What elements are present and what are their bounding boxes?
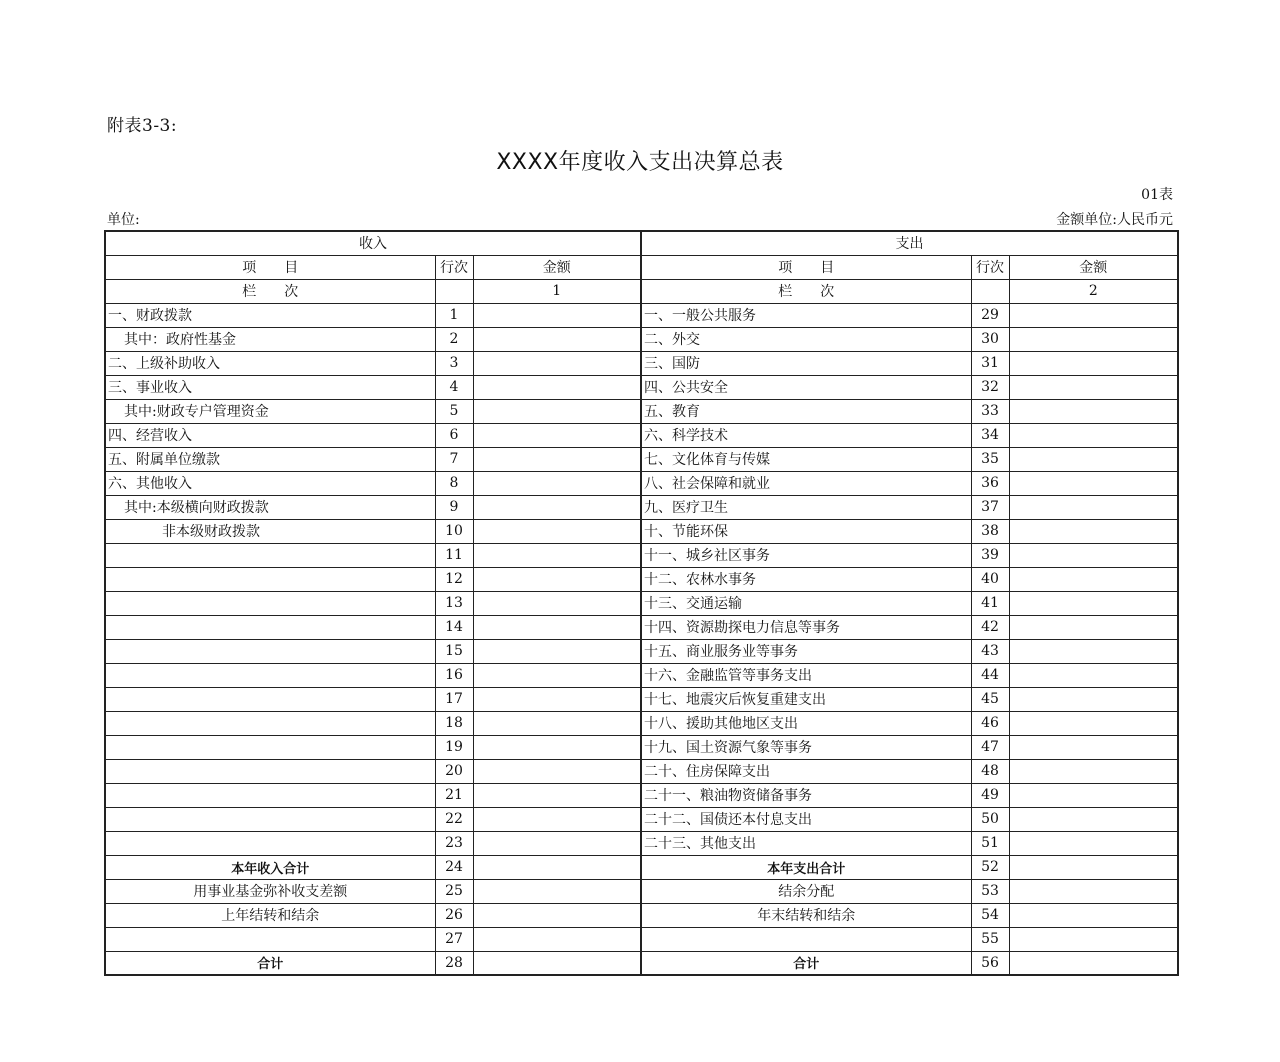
expense-item: 十二、农林水事务 [641, 567, 971, 591]
table-row [105, 711, 1178, 735]
expense-amount-cell[interactable] [1009, 903, 1178, 927]
income-item: 六、其他收入 [105, 471, 435, 495]
table-row [105, 735, 1178, 759]
expense-summary-item [641, 927, 971, 951]
income-item [105, 615, 435, 639]
expense-line-number: 54 [971, 903, 1009, 927]
income-amount-cell[interactable] [473, 495, 641, 519]
expense-line-number: 46 [971, 711, 1009, 735]
expense-amount-cell[interactable] [1009, 807, 1178, 831]
expense-col-item: 项 目 [641, 255, 971, 279]
income-item: 其中：政府性基金 [105, 327, 435, 351]
income-amount-cell[interactable] [473, 879, 641, 903]
income-line-number: 16 [435, 663, 473, 687]
expense-line-number: 44 [971, 663, 1009, 687]
table-row [105, 807, 1178, 831]
income-amount-cell[interactable] [473, 423, 641, 447]
summary-row [105, 879, 1178, 903]
column-index-row [105, 279, 1178, 303]
expense-item: 十三、交通运输 [641, 591, 971, 615]
expense-item: 十一、城乡社区事务 [641, 543, 971, 567]
expense-col-line: 行次 [971, 255, 1009, 279]
expense-item: 二、外交 [641, 327, 971, 351]
expense-item: 二十三、其他支出 [641, 831, 971, 855]
income-col-item: 项 目 [105, 255, 435, 279]
expense-line-number: 49 [971, 783, 1009, 807]
expense-line-number: 31 [971, 351, 1009, 375]
expense-col-index: 2 [1009, 279, 1178, 303]
section-header-row [105, 231, 1178, 255]
expense-header: 支出 [641, 231, 1178, 255]
income-amount-cell[interactable] [473, 783, 641, 807]
income-amount-cell[interactable] [473, 687, 641, 711]
income-amount-cell[interactable] [473, 591, 641, 615]
income-item [105, 639, 435, 663]
expense-item: 十、节能环保 [641, 519, 971, 543]
table-row [105, 759, 1178, 783]
table-row [105, 303, 1178, 327]
expense-item: 九、医疗卫生 [641, 495, 971, 519]
income-amount-cell[interactable] [473, 615, 641, 639]
income-item: 其中:本级横向财政拨款 [105, 495, 435, 519]
table-row [105, 687, 1178, 711]
income-item: 五、附属单位缴款 [105, 447, 435, 471]
income-item: 其中:财政专户管理资金 [105, 399, 435, 423]
expense-amount-cell[interactable] [1009, 783, 1178, 807]
expense-item: 三、国防 [641, 351, 971, 375]
expense-item: 二十二、国债还本付息支出 [641, 807, 971, 831]
expense-amount-cell[interactable] [1009, 519, 1178, 543]
expense-item: 七、文化体育与传媒 [641, 447, 971, 471]
expense-item: 八、社会保障和就业 [641, 471, 971, 495]
expense-line-number: 40 [971, 567, 1009, 591]
expense-summary-item: 结余分配 [641, 879, 971, 903]
income-line-number: 1 [435, 303, 473, 327]
expense-line-number: 48 [971, 759, 1009, 783]
income-amount-cell[interactable] [473, 663, 641, 687]
expense-amount-cell[interactable] [1009, 327, 1178, 351]
expense-line-number: 55 [971, 927, 1009, 951]
income-line-number: 18 [435, 711, 473, 735]
expense-amount-cell[interactable] [1009, 687, 1178, 711]
expense-amount-cell[interactable] [1009, 423, 1178, 447]
expense-item: 十八、援助其他地区支出 [641, 711, 971, 735]
expense-line-number: 29 [971, 303, 1009, 327]
income-item: 二、上级补助收入 [105, 351, 435, 375]
income-summary-item: 本年收入合计 [105, 855, 435, 879]
income-line-number: 27 [435, 927, 473, 951]
expense-item: 十九、国土资源气象等事务 [641, 735, 971, 759]
expense-item: 六、科学技术 [641, 423, 971, 447]
income-line-number: 20 [435, 759, 473, 783]
expense-line-number: 36 [971, 471, 1009, 495]
expense-item: 十五、商业服务业等事务 [641, 639, 971, 663]
expense-line-number: 53 [971, 879, 1009, 903]
expense-line-number: 38 [971, 519, 1009, 543]
income-amount-cell[interactable] [473, 711, 641, 735]
table-row [105, 495, 1178, 519]
income-amount-cell[interactable] [473, 303, 641, 327]
income-amount-cell[interactable] [473, 855, 641, 879]
income-amount-cell[interactable] [473, 471, 641, 495]
expense-amount-cell[interactable] [1009, 663, 1178, 687]
expense-amount-cell[interactable] [1009, 351, 1178, 375]
income-line-number: 24 [435, 855, 473, 879]
income-amount-cell[interactable] [473, 903, 641, 927]
income-col-line: 行次 [435, 255, 473, 279]
income-amount-cell[interactable] [473, 567, 641, 591]
income-line-number: 26 [435, 903, 473, 927]
expense-line-number: 39 [971, 543, 1009, 567]
income-col-index-line [435, 279, 473, 303]
income-line-number: 25 [435, 879, 473, 903]
income-amount-cell[interactable] [473, 735, 641, 759]
income-line-number: 6 [435, 423, 473, 447]
income-summary-item: 合计 [105, 951, 435, 975]
summary-row [105, 951, 1178, 975]
income-line-number: 3 [435, 351, 473, 375]
expense-amount-cell[interactable] [1009, 543, 1178, 567]
income-item [105, 807, 435, 831]
income-line-number: 14 [435, 615, 473, 639]
income-col-amount: 金额 [473, 255, 641, 279]
table-row [105, 327, 1178, 351]
expense-item: 四、公共安全 [641, 375, 971, 399]
income-line-number: 17 [435, 687, 473, 711]
income-amount-cell[interactable] [473, 399, 641, 423]
expense-item: 二十、住房保障支出 [641, 759, 971, 783]
income-item [105, 567, 435, 591]
income-item: 一、财政拨款 [105, 303, 435, 327]
income-item [105, 831, 435, 855]
expense-line-number: 43 [971, 639, 1009, 663]
expense-amount-cell[interactable] [1009, 399, 1178, 423]
expense-line-number: 32 [971, 375, 1009, 399]
income-amount-cell[interactable] [473, 447, 641, 471]
income-line-number: 4 [435, 375, 473, 399]
income-amount-cell[interactable] [473, 519, 641, 543]
income-item [105, 591, 435, 615]
income-amount-cell[interactable] [473, 831, 641, 855]
income-item [105, 687, 435, 711]
expense-amount-cell[interactable] [1009, 855, 1178, 879]
income-item [105, 543, 435, 567]
expense-amount-cell[interactable] [1009, 495, 1178, 519]
table-row [105, 639, 1178, 663]
expense-item: 一、一般公共服务 [641, 303, 971, 327]
table-row [105, 615, 1178, 639]
income-summary-item: 上年结转和结余 [105, 903, 435, 927]
expense-line-number: 51 [971, 831, 1009, 855]
expense-amount-cell[interactable] [1009, 303, 1178, 327]
income-line-number: 12 [435, 567, 473, 591]
expense-amount-cell[interactable] [1009, 927, 1178, 951]
income-line-number: 15 [435, 639, 473, 663]
income-line-number: 22 [435, 807, 473, 831]
income-amount-cell[interactable] [473, 543, 641, 567]
expense-amount-cell[interactable] [1009, 759, 1178, 783]
expense-item: 十七、地震灾后恢复重建支出 [641, 687, 971, 711]
income-col-index: 1 [473, 279, 641, 303]
table-row [105, 519, 1178, 543]
income-item [105, 759, 435, 783]
income-item: 三、事业收入 [105, 375, 435, 399]
income-summary-item [105, 927, 435, 951]
expense-line-number: 50 [971, 807, 1009, 831]
income-item: 四、经营收入 [105, 423, 435, 447]
expense-line-number: 37 [971, 495, 1009, 519]
income-amount-cell[interactable] [473, 351, 641, 375]
attachment-label: 附表3-3: [107, 116, 178, 136]
unit-label: 单位: [107, 212, 140, 228]
expense-summary-item: 年末结转和结余 [641, 903, 971, 927]
table-row [105, 783, 1178, 807]
expense-line-number: 52 [971, 855, 1009, 879]
expense-amount-cell[interactable] [1009, 735, 1178, 759]
expense-line-number: 56 [971, 951, 1009, 975]
table-row [105, 591, 1178, 615]
expense-item: 十六、金融监管等事务支出 [641, 663, 971, 687]
income-amount-cell[interactable] [473, 807, 641, 831]
income-amount-cell[interactable] [473, 927, 641, 951]
income-line-number: 9 [435, 495, 473, 519]
expense-line-number: 34 [971, 423, 1009, 447]
income-line-number: 13 [435, 591, 473, 615]
expense-amount-cell[interactable] [1009, 471, 1178, 495]
expense-amount-cell[interactable] [1009, 951, 1178, 975]
expense-amount-cell[interactable] [1009, 711, 1178, 735]
expense-amount-cell[interactable] [1009, 615, 1178, 639]
expense-summary-item: 本年支出合计 [641, 855, 971, 879]
income-line-number: 11 [435, 543, 473, 567]
table-row [105, 423, 1178, 447]
income-amount-cell[interactable] [473, 375, 641, 399]
table-row [105, 351, 1178, 375]
income-header: 收入 [105, 231, 641, 255]
income-item: 非本级财政拨款 [105, 519, 435, 543]
income-amount-cell[interactable] [473, 639, 641, 663]
table-row [105, 663, 1178, 687]
expense-line-number: 45 [971, 687, 1009, 711]
income-line-number: 19 [435, 735, 473, 759]
income-line-number: 2 [435, 327, 473, 351]
income-line-number: 8 [435, 471, 473, 495]
expense-item: 五、教育 [641, 399, 971, 423]
table-row [105, 543, 1178, 567]
expense-amount-cell[interactable] [1009, 591, 1178, 615]
income-line-number: 21 [435, 783, 473, 807]
expense-amount-cell[interactable] [1009, 447, 1178, 471]
table-row [105, 375, 1178, 399]
expense-item: 十四、资源勘探电力信息等事务 [641, 615, 971, 639]
summary-row [105, 903, 1178, 927]
currency-unit: 金额单位:人民币元 [1056, 212, 1173, 228]
summary-row [105, 855, 1178, 879]
income-item [105, 711, 435, 735]
income-summary-item: 用事业基金弥补收支差额 [105, 879, 435, 903]
income-expense-table [104, 230, 1179, 976]
expense-amount-cell[interactable] [1009, 831, 1178, 855]
expense-line-number: 33 [971, 399, 1009, 423]
income-amount-cell[interactable] [473, 327, 641, 351]
income-amount-cell[interactable] [473, 759, 641, 783]
summary-row [105, 927, 1178, 951]
expense-line-number: 41 [971, 591, 1009, 615]
table-row [105, 471, 1178, 495]
expense-amount-cell[interactable] [1009, 639, 1178, 663]
income-item [105, 735, 435, 759]
table-row [105, 399, 1178, 423]
expense-amount-cell[interactable] [1009, 879, 1178, 903]
income-amount-cell[interactable] [473, 951, 641, 975]
table-row [105, 831, 1178, 855]
expense-line-number: 42 [971, 615, 1009, 639]
expense-item: 二十一、粮油物资储备事务 [641, 783, 971, 807]
expense-col-amount: 金额 [1009, 255, 1178, 279]
form-number: 01表 [1141, 187, 1173, 203]
income-item [105, 783, 435, 807]
income-line-number: 23 [435, 831, 473, 855]
income-item [105, 663, 435, 687]
expense-line-number: 47 [971, 735, 1009, 759]
income-col-index-label: 栏 次 [105, 279, 435, 303]
expense-summary-item: 合计 [641, 951, 971, 975]
income-line-number: 5 [435, 399, 473, 423]
page-title: XXXX年度收入支出决算总表 [496, 150, 784, 175]
expense-line-number: 30 [971, 327, 1009, 351]
column-header-row [105, 255, 1178, 279]
expense-line-number: 35 [971, 447, 1009, 471]
table-row [105, 447, 1178, 471]
expense-col-index-label: 栏 次 [641, 279, 971, 303]
expense-amount-cell[interactable] [1009, 375, 1178, 399]
income-line-number: 7 [435, 447, 473, 471]
expense-amount-cell[interactable] [1009, 567, 1178, 591]
table-row [105, 567, 1178, 591]
expense-col-index-line [971, 279, 1009, 303]
income-line-number: 28 [435, 951, 473, 975]
income-line-number: 10 [435, 519, 473, 543]
